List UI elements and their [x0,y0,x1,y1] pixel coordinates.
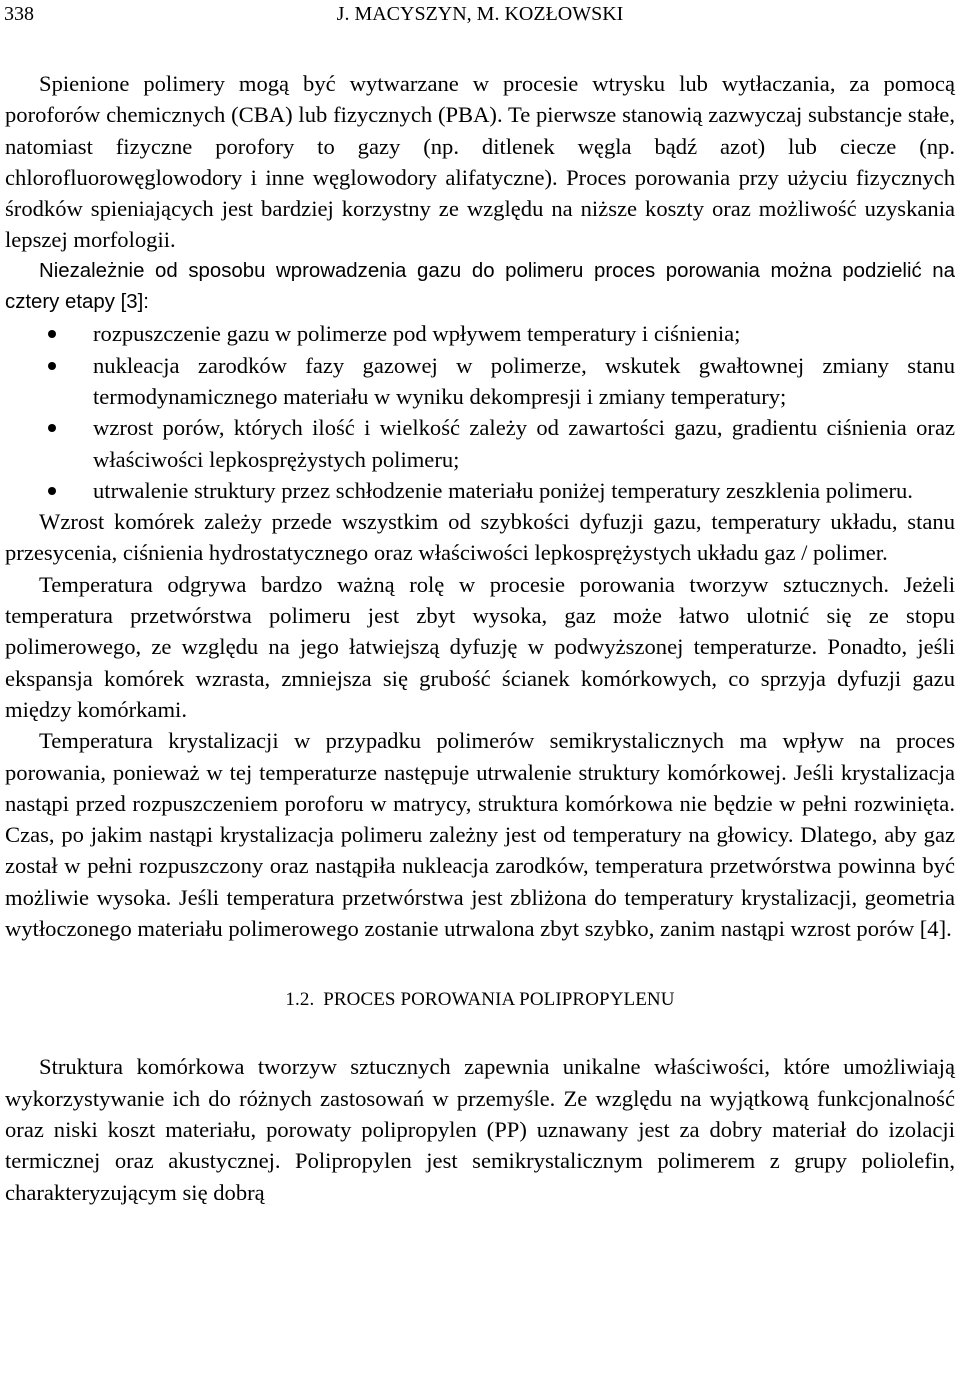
list-item-text: nukleacja zarodków fazy gazowej w polimerze, wskutek gwałtownej zmiany stanu termodynamicznego materiału w wyniku dekompresji i zmiany temperatury; [93,352,955,409]
list-item [5,350,955,413]
list-item-text: utrwalenie struktury przez schłodzenie materiału poniżej temperatury zeszklenia polimeru. [93,477,913,503]
bullet-icon [48,424,56,432]
paragraph-polypropylene-structure: Struktura komórkowa tworzyw sztucznych zapewnia unikalne właściwości, które umożliwiają wykorzystywanie ich do różnych zastosowań w przemyśle. Ze względu na wyjątkową funkcjonalność oraz niski koszt materiału, porowaty polipropylen (PP) uznawany jest za dobry materiał do izolacji termicznej oraz akustycznej. Polipropylen jest semikrystalicznym polimerem z grupy poliolefin, charakteryzującym się dobrą [5,1054,955,1205]
list-item-text: rozpuszczenie gazu w polimerze pod wpływem temperatury i ciśnienia; [93,321,741,347]
section-title: PROCES POROWANIA POLIPROPYLENU [323,989,675,1011]
header-authors: J. MACYSZYN, M. KOZŁOWSKI [336,3,624,25]
bullet-icon [48,330,56,338]
list-item [5,318,955,349]
section-number: 1.2. [285,989,315,1011]
body-text [5,68,955,1208]
paragraph-crystallization-temperature: Temperatura krystalizacji w przypadku polimerów semikrystalicznych ma wpływ na proces porowania, ponieważ w tej temperaturze następuje utrwalenie struktury komórkowej. Jeśli krystalizacja nastąpi przed rozpuszczeniem poroforu w matrycy, struktura komórkowa nie będzie w pełni rozwinięta. Czas, po jakim nastąpi krystalizacja polimeru zależny jest od temperatury na głowicy. Dlatego, aby gaz został w pełni rozpuszczony oraz nastąpiła nukleacja zarodków, temperatura przetwórstwa powinna być możliwie wysoka. Jeśli temperatura przetwórstwa jest zbliżona do temperatury krystalizacji, geometria wytłoczonego materiału polimerowego zostanie utrwalona zbyt szybko, zanim nastąpi wzrost porów [4]. [5,728,955,942]
list-item [5,412,955,475]
paragraph-temperature-role: Temperatura odgrywa bardzo ważną rolę w procesie porowania tworzyw sztucznych. Jeżeli temperatura przetwórstwa polimeru jest zbyt wysoka, gaz może łatwo ulotnić się ze stopu polimerowego, ze względu na jego łatwiejszą dyfuzję w podwyższonej temperaturze. Ponadto, jeśli ekspansja komórek wzrasta, zmniejsza się grubość ścianek komórkowych, co sprzyja dyfuzji gazu między komórkami. [5,571,955,722]
list-item [5,475,955,506]
paragraph-cell-growth: Wzrost komórek zależy przede wszystkim od szybkości dyfuzji gazu, temperatury układu, stanu przesycenia, ciśnienia hydrostatycznego oraz właściwości lepkosprężystych układu gaz / polimer. [5,509,955,566]
paragraph-foaming-methods: Spienione polimery mogą być wytwarzane w procesie wtrysku lub wytłaczania, za pomocą poroforów chemicznych (CBA) lub fizycznych (PBA). Te pierwsze stanowią zazwyczaj substancje stałe, natomiast fizyczne porofory to gazy (np. ditlenek węgla bądź azot) lub ciecze (np. chlorofluorowęglowodory i inne węglowodory alifatyczne). Proces porowania przy użyciu fizycznych środków spieniających jest bardziej korzystny ze względu na niższe koszty oraz możliwość uzyskania lepszej morfologii. [5,71,955,253]
paragraph-foaming-stages-intro: Niezależnie od sposobu wprowadzenia gazu do polimeru proces porowania można podzielić na cztery etapy [3]: [5,259,955,314]
bullet-icon [48,362,56,370]
foaming-stages-list [5,318,955,506]
section-heading [5,984,955,1015]
bullet-icon [48,487,56,495]
running-header [0,0,960,30]
page-number: 338 [4,3,34,25]
list-item-text: wzrost porów, których ilość i wielkość zależy od zawartości gazu, gradientu ciśnienia oraz właściwości lepkosprężystych polimeru; [93,415,955,472]
